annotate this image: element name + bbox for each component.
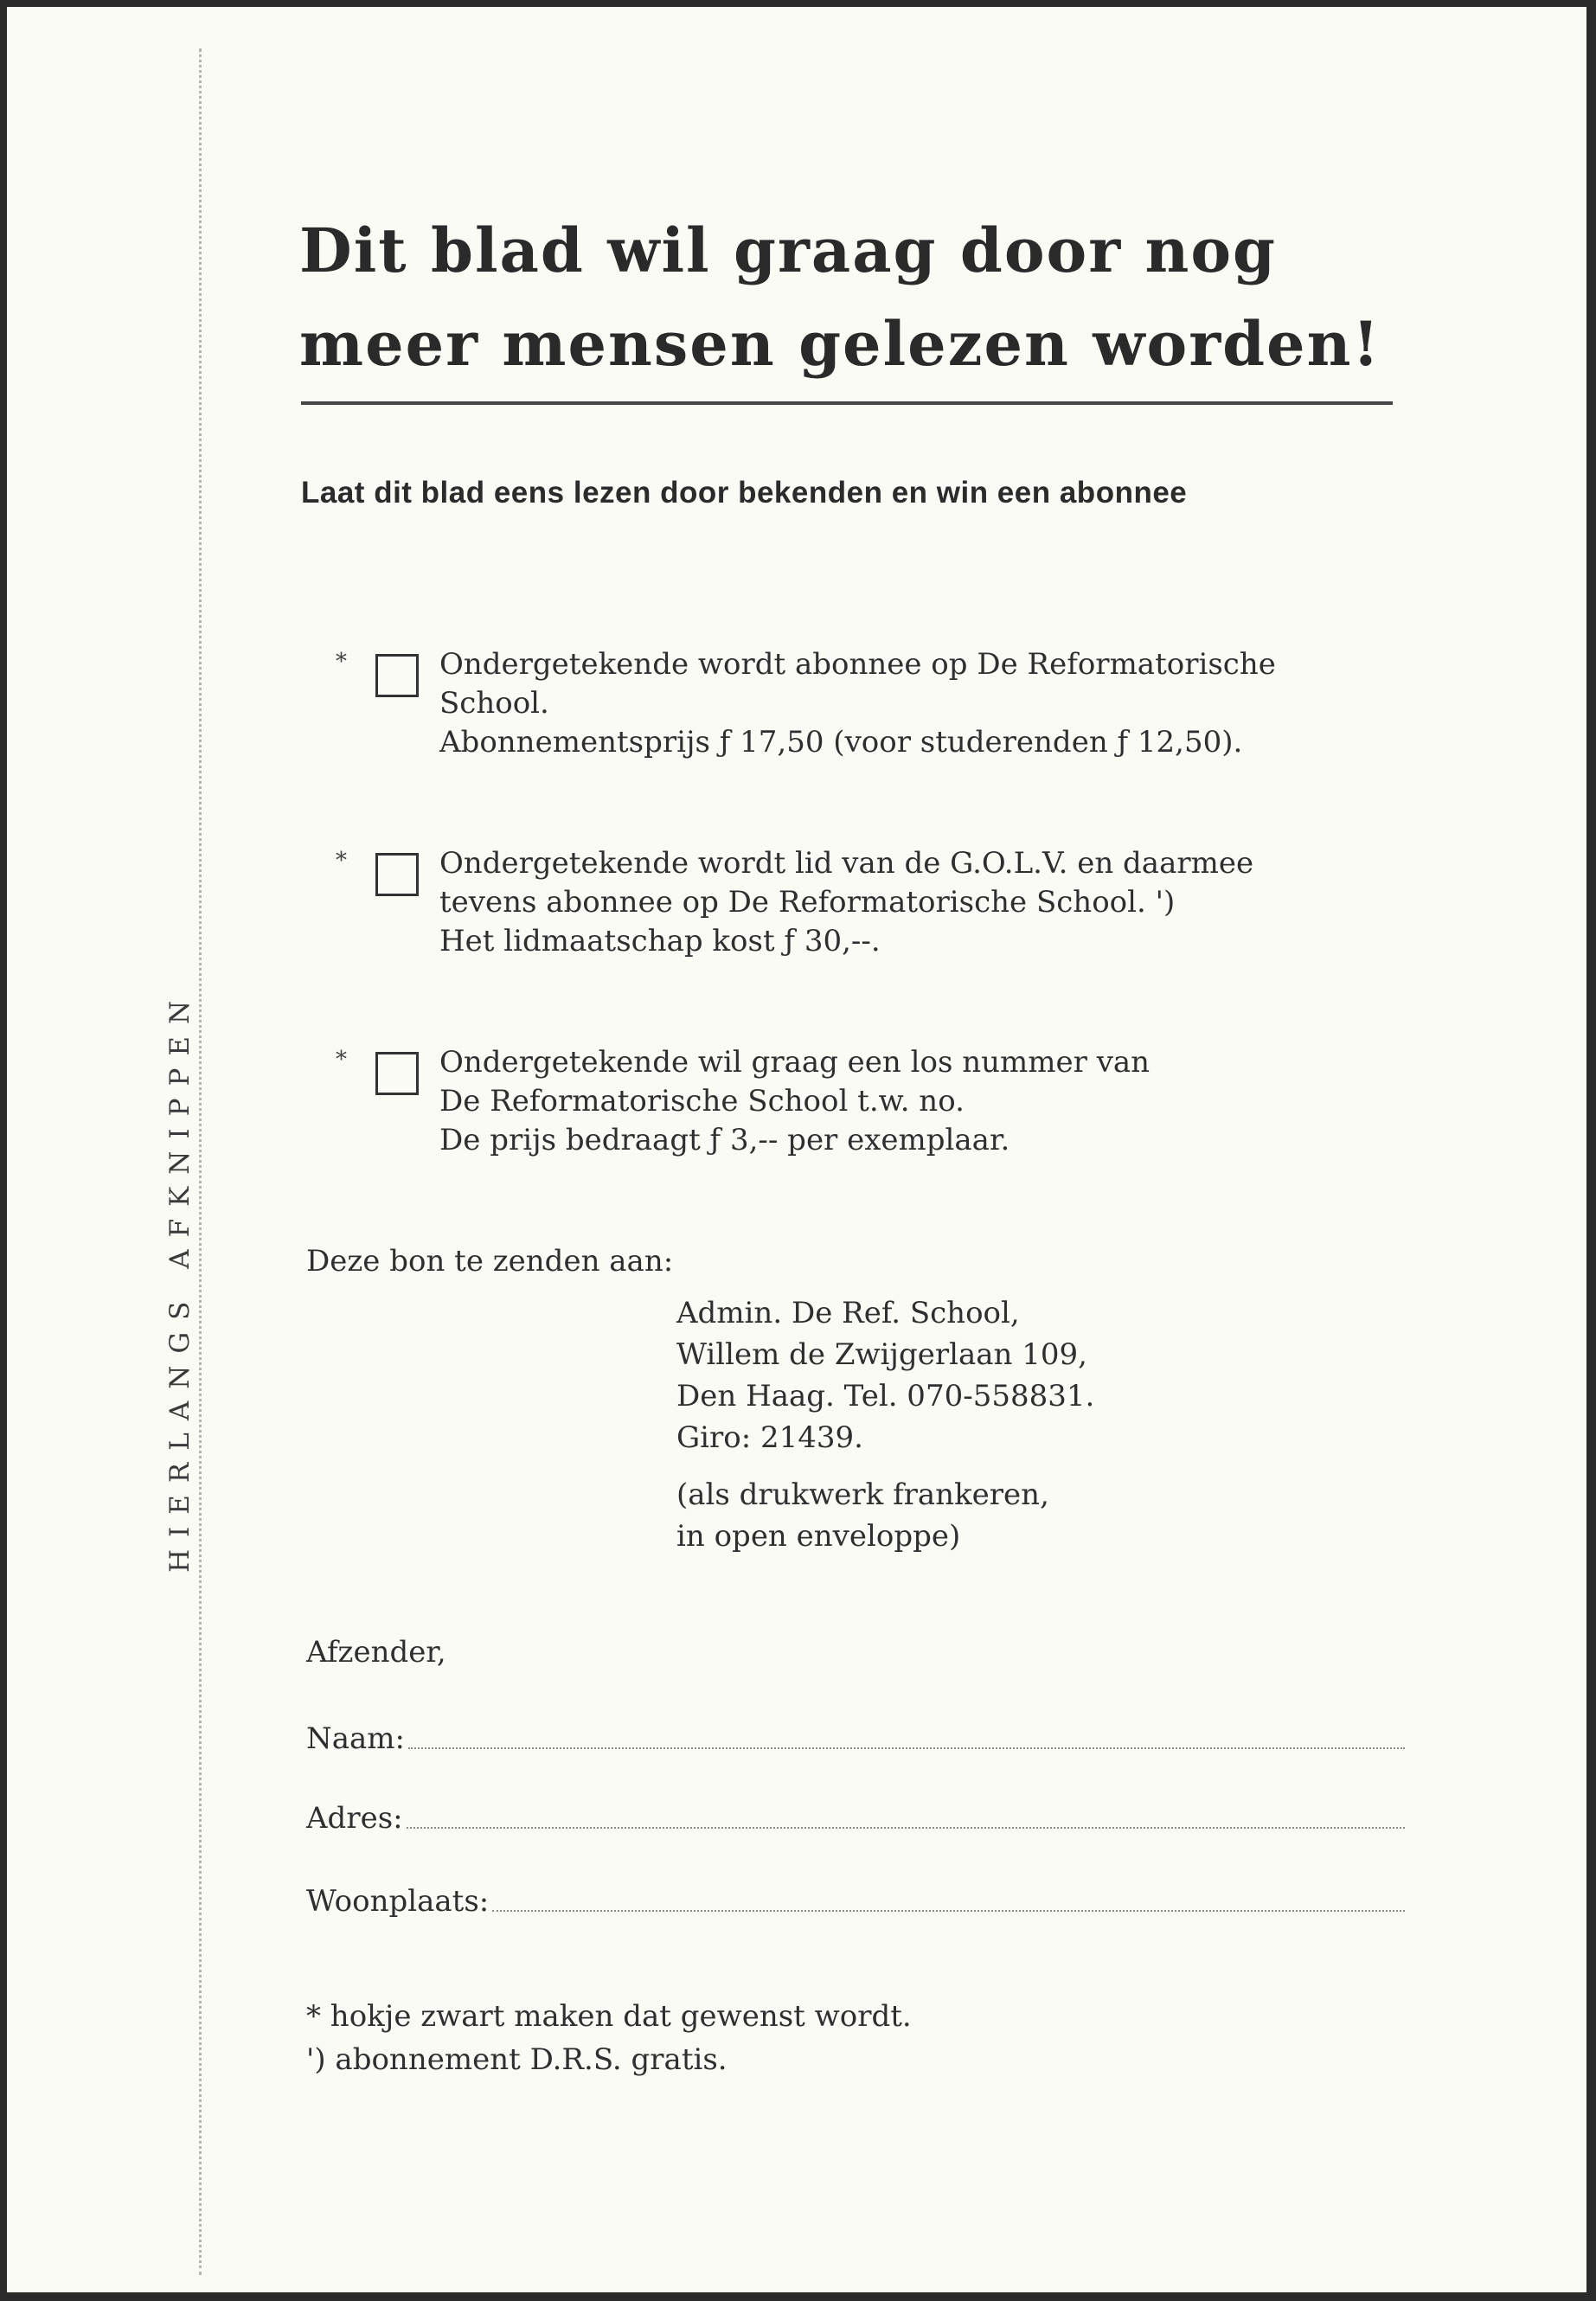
city-input-line[interactable]: [492, 1910, 1405, 1912]
option-line: Ondergetekende wordt abonnee op De Reformatorische: [439, 647, 1276, 682]
address-line: Admin. De Ref. School,: [676, 1296, 1020, 1330]
asterisk-marker: *: [336, 1047, 347, 1073]
footnote: * hokje zwart maken dat gewenst wordt.: [306, 1999, 912, 2034]
option-line: tevens abonnee op De Reformatorische School. '): [439, 885, 1176, 920]
address-line: Giro: 21439.: [676, 1420, 863, 1455]
address-line: Den Haag. Tel. 070-558831.: [676, 1379, 1095, 1413]
option-line: Abonnementsprijs ƒ 17,50 (voor studerenden ƒ 12,50).: [439, 725, 1243, 760]
send-instruction: Deze bon te zenden aan:: [306, 1244, 674, 1279]
address-input-line[interactable]: [407, 1827, 1405, 1829]
subtitle: Laat dit blad eens lezen door bekenden en win een abonnee: [301, 476, 1188, 510]
coupon-page: [7, 7, 1586, 2292]
subscribe-checkbox[interactable]: [375, 654, 419, 697]
option-line: Ondergetekende wordt lid van de G.O.L.V. en daarmee: [439, 846, 1254, 881]
option-line: School.: [439, 686, 549, 721]
city-label: Woonplaats:: [306, 1884, 490, 1919]
cut-line: [199, 48, 202, 2275]
headline-line-2: meer mensen gelezen worden!: [299, 308, 1381, 380]
option-line: De prijs bedraagt ƒ 3,-- per exemplaar.: [439, 1123, 1010, 1157]
sender-label: Afzender,: [306, 1635, 446, 1670]
city-field: [306, 1875, 1405, 1919]
name-label: Naam:: [306, 1721, 405, 1756]
membership-checkbox[interactable]: [375, 853, 419, 896]
headline-line-1: Dit blad wil graag door nog: [299, 215, 1277, 286]
option-line: Het lidmaatschap kost ƒ 30,--.: [439, 924, 881, 958]
single-issue-checkbox[interactable]: [375, 1052, 419, 1095]
mailing-address: [676, 1292, 1094, 1458]
name-field: [306, 1713, 1405, 1756]
name-input-line[interactable]: [408, 1747, 1405, 1749]
headline: [299, 204, 1510, 391]
option-text: [439, 844, 1443, 961]
postage-note: [676, 1474, 1049, 1557]
option-text: [439, 1043, 1443, 1160]
cut-instruction: HIERLANGS AFKNIPPEN: [164, 988, 195, 1573]
postage-line: in open enveloppe): [676, 1519, 961, 1554]
footnote: ') abonnement D.R.S. gratis.: [306, 2042, 727, 2077]
address-field: [306, 1792, 1405, 1836]
headline-rule: [301, 401, 1393, 405]
option-line: De Reformatorische School t.w. no.: [439, 1084, 965, 1118]
asterisk-marker: *: [336, 848, 347, 874]
option-text: [439, 645, 1443, 762]
footnotes: [306, 1995, 912, 2081]
postage-line: (als drukwerk frankeren,: [676, 1477, 1049, 1512]
address-label: Adres:: [306, 1801, 403, 1836]
address-line: Willem de Zwijgerlaan 109,: [676, 1337, 1087, 1372]
option-line: Ondergetekende wil graag een los nummer van: [439, 1045, 1151, 1080]
asterisk-marker: *: [336, 649, 347, 675]
